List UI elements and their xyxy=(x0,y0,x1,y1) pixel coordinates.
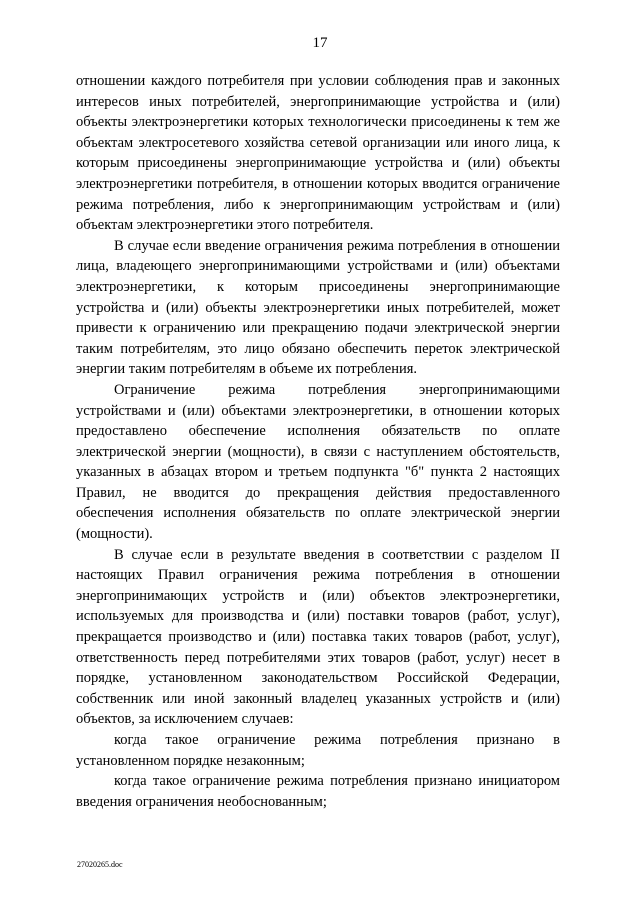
page-number: 17 xyxy=(312,35,328,51)
paragraph: В случае если в результате введения в соответствии с разделом II настоящих Правил ограничения режима потребления в отношении энергопринимающих устройств и (или) объектов электроэнергетики, используемых для производства и (или) поставки товаров (работ, услуг), прекращается производство и (или) поставка таких товаров (работ, услуг), ответственность перед потребителями этих товаров (работ, услуг) несет в порядке, установленном законодательством Российской Федерации, собственник или иной законный владелец указанных устройств и (или) объектов, за исключением случаев: xyxy=(76,546,560,728)
paragraph: когда такое ограничение режима потребления признано инициатором введения ограничения необоснованным; xyxy=(76,773,560,810)
paragraph: Ограничение режима потребления энергопринимающими устройствами и (или) объектами электроэнергетики, в отношении которых предоставлено обеспечение исполнения обязательств по оплате электрической энергии (мощности), в связи с наступлением обстоятельств, указанных в абзацах втором и третьем подпункта "б" пункта 2 настоящих Правил, не вводится до прекращения действия предоставленного обеспечения исполнения обязательств по оплате электрической энергии (мощности). xyxy=(76,381,560,543)
paragraph: В случае если введение ограничения режима потребления в отношении лица, владеющего энергопринимающими устройствами и (или) объектами электроэнергетики, к которым присоединены энергопринимающие устройства и (или) объекты электроэнергетики иных потребителей, может привести к ограничению или прекращению подачи электрической энергии таким потребителям, это лицо обязано обеспечить переток электрической энергии таким потребителям в объеме их потребления. xyxy=(76,237,560,378)
document-body xyxy=(76,71,560,812)
paragraph: когда такое ограничение режима потребления признано в установленном порядке незаконным; xyxy=(76,732,560,769)
paragraph: отношении каждого потребителя при условии соблюдения прав и законных интересов иных потребителей, энергопринимающие устройства и (или) объекты электроэнергетики которых технологически присоединены к тем же объектам электросетевого хозяйства сетевой организации или иного лица, к которым присоединены энергопринимающие устройства и (или) объекты электроэнергетики потребителя, в отношении которых вводится ограничение режима потребления, либо к энергопринимающим устройствам и (или) объектам электроэнергетики этого потребителя. xyxy=(76,73,560,234)
file-name-footer: 27020265.doc xyxy=(77,860,123,869)
